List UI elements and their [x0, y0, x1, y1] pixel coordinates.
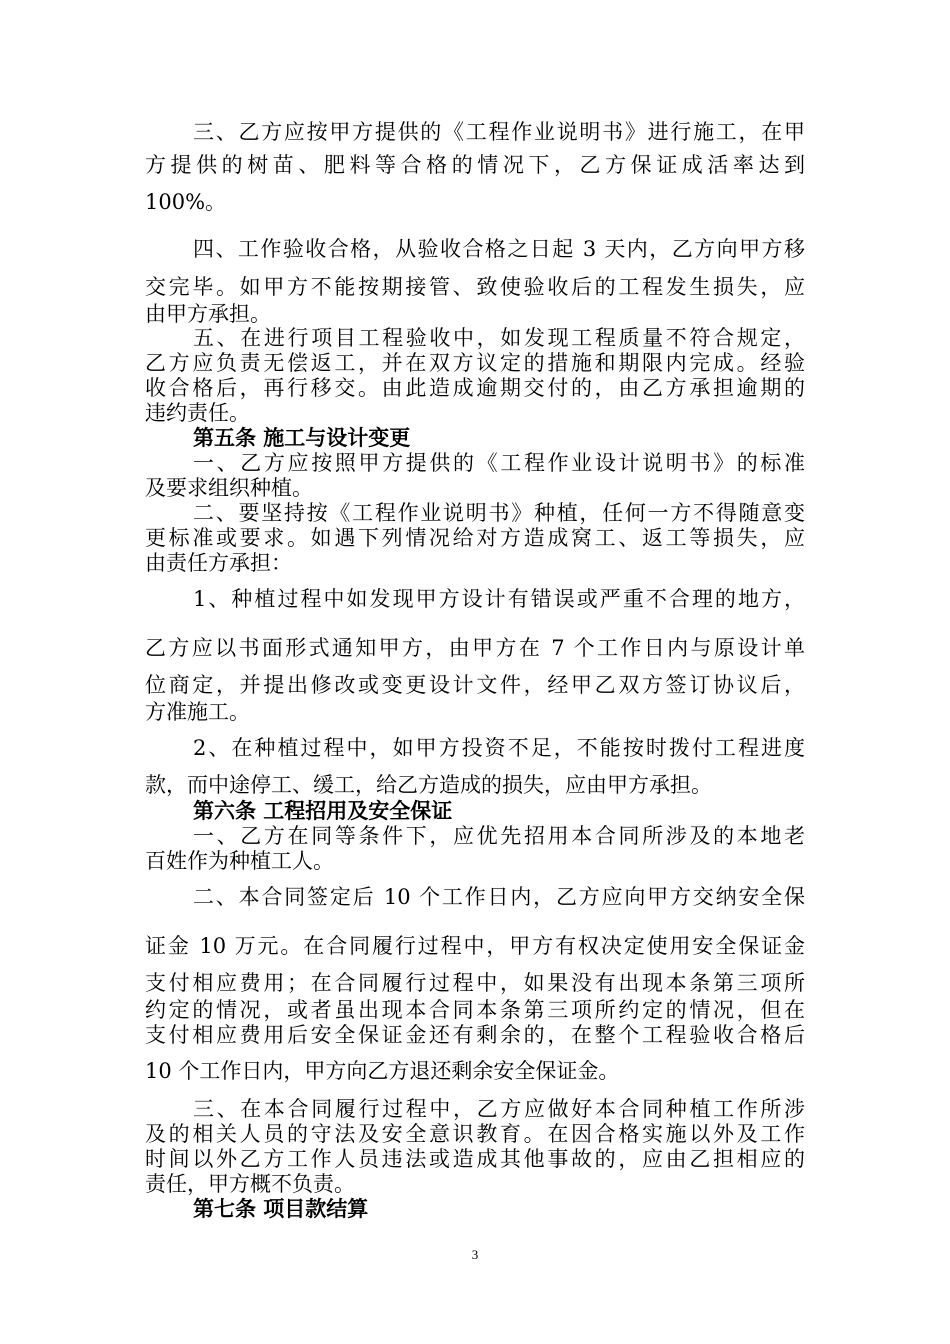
text-line: 乙方应以书面形式通知甲方，由甲方在 7 个工作日内与原设计单 [145, 636, 805, 660]
text-line: 交完毕。如甲方不能按期接管、致使验收后的工程发生损失，应 [145, 275, 805, 299]
text-line: 位商定，并提出修改或变更设计文件，经甲乙双方签订协议后， [145, 673, 805, 697]
text-line: 100%。 [145, 190, 227, 214]
text-line: 责任，甲方概不负责。 [145, 1172, 355, 1196]
text-line: 一、乙方应按照甲方提供的《工程作业设计说明书》的标准 [193, 451, 805, 475]
text-line: 二、本合同签定后 10 个工作日内，乙方应向甲方交纳安全保 [193, 885, 805, 909]
page-number: 3 [471, 1247, 479, 1262]
text-line: 10 个工作日内，甲方向乙方退还剩余安全保证金。 [145, 1059, 620, 1083]
section-heading: 第六条 工程招用及安全保证 [193, 798, 453, 823]
section-heading: 第五条 施工与设计变更 [193, 425, 411, 450]
text-line: 二、要坚持按《工程作业说明书》种植，任何一方不得随意变 [193, 501, 805, 525]
text-line: 方准施工。 [145, 700, 250, 724]
text-line: 更标准或要求。如遇下列情况给对方造成窝工、返工等损失，应 [145, 526, 805, 550]
text-line: 违约责任。 [145, 401, 250, 425]
text-line: 由甲方承担。 [145, 302, 271, 326]
text-line: 乙方应负责无偿返工，并在双方议定的措施和期限内完成。经验 [145, 351, 805, 375]
text-line: 约定的情况，或者虽出现本合同本条第三项所约定的情况，但在 [145, 998, 805, 1022]
text-line: 支付相应费用；在合同履行过程中，如果没有出现本条第三项所 [145, 971, 805, 995]
text-line: 百姓作为种植工人。 [145, 849, 334, 873]
text-line: 及的相关人员的守法及安全意识教育。在因合格实施以外及工作 [145, 1122, 805, 1146]
text-line: 2、在种植过程中，如甲方投资不足，不能按时拨付工程进度 [193, 736, 805, 760]
text-line: 由责任方承担： [145, 551, 292, 575]
text-line: 时间以外乙方工作人员违法或造成其他事故的，应由乙担相应的 [145, 1147, 805, 1171]
text-line: 款，而中途停工、缓工，给乙方造成的损失，应由甲方承担。 [145, 773, 712, 797]
text-line: 四、工作验收合格，从验收合格之日起 3 天内，乙方向甲方移 [193, 237, 805, 261]
text-line: 支付相应费用后安全保证金还有剩余的，在整个工程验收合格后 [145, 1023, 805, 1047]
text-line: 五、在进行项目工程验收中，如发现工程质量不符合规定， [193, 326, 805, 350]
text-line: 一、乙方在同等条件下，应优先招用本合同所涉及的本地老 [193, 824, 805, 848]
text-line: 及要求组织种植。 [145, 476, 313, 500]
text-line: 三、在本合同履行过程中，乙方应做好本合同种植工作所涉 [193, 1097, 805, 1121]
text-line: 三、乙方应按甲方提供的《工程作业说明书》进行施工，在甲 [193, 120, 805, 144]
section-heading: 第七条 项目款结算 [193, 1196, 369, 1221]
text-line: 收合格后，再行移交。由此造成逾期交付的，由乙方承担逾期的 [145, 376, 805, 400]
text-line: 1、种植过程中如发现甲方设计有错误或严重不合理的地方， [193, 587, 805, 611]
text-line: 证金 10 万元。在合同履行过程中，甲方有权决定使用安全保证金 [145, 934, 805, 958]
text-line: 方提供的树苗、肥料等合格的情况下，乙方保证成活率达到 [145, 153, 805, 177]
